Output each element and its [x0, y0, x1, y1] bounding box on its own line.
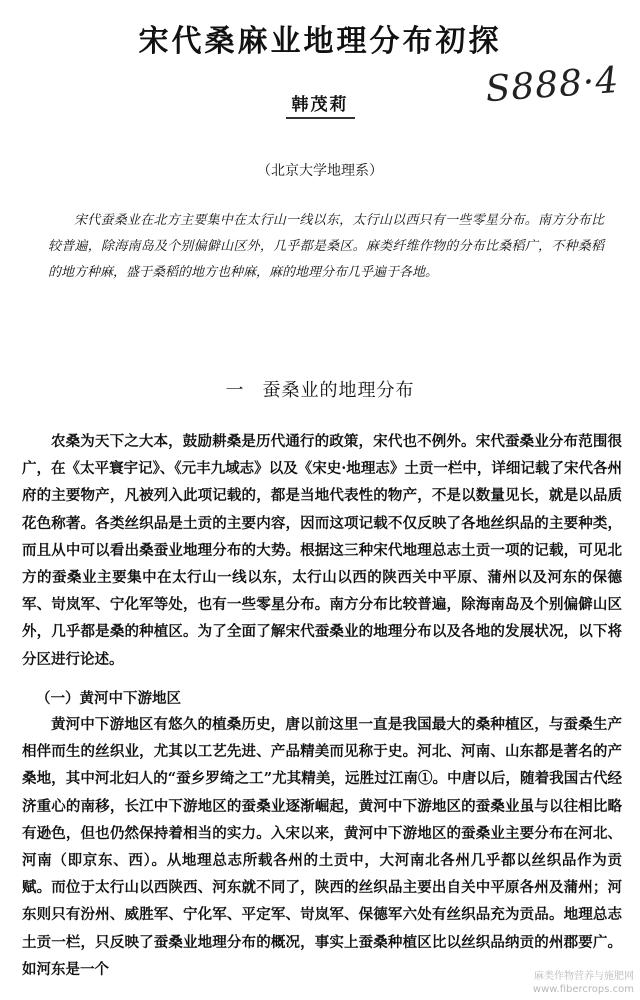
subsection-heading: （一）黄河中下游地区 [36, 690, 181, 707]
section-number: 一 [225, 380, 245, 401]
watermark-line-2: www.fibercrops.com [532, 984, 634, 995]
body-paragraph-2: 黄河中下游地区有悠久的植桑历史，唐以前这里一直是我国最大的桑种植区，与蚕桑生产相伴而生的丝织业，尤其以工艺先进、产品精美而见称于史。河北、河南、山东都是著名的产桑地，其中河北妇人的“蚕乡罗绮之工”尤其精美，远胜过江南①。中唐以后，随着我国古代经济重心的南移，长江中下游地区的蚕桑业逐渐崛起，黄河中下游地区的蚕桑业虽与以往相比略有逊色，但也仍然保持着相当的实力。入宋以来，黄河中下游地区的蚕桑业主要分布在河北、河南（即京东、西）。从地理总志所载各州的土贡中，大河南北各州几乎都以丝织品作为贡赋。而位于太行山以西陕西、河东就不同了，陕西的丝织品主要出自关中平原各州及蒲州；河东则只有汾州、威胜军、宁化军、平定军、岢岚军、保德军六处有丝织品充为贡品。地理总志土贡一栏，只反映了蚕桑业地理分布的概况，事实上蚕桑种植区比以丝织品纳贡的州郡要广。如河东是一个 [22, 716, 622, 978]
paper-title: 宋代桑麻业地理分布初探 [138, 24, 502, 59]
handwritten-call-number: S888·4 [484, 59, 621, 111]
section-title: 蚕桑业的地理分布 [262, 380, 415, 401]
author-affiliation: （北京大学地理系） [257, 163, 383, 179]
section-heading [0, 376, 640, 402]
site-watermark [533, 970, 634, 996]
abstract: 宋代蚕桑业在北方主要集中在太行山一线以东，太行山以西只有一些零星分布。南方分布比较普遍，除海南岛及个别偏僻山区外，几乎都是桑区。麻类纤维作物的分布比桑稻广，不种桑稻的地方种麻，盛于桑稻的地方也种麻，麻的地理分布几乎遍于各地。 [48, 213, 604, 280]
author-name [0, 90, 640, 115]
watermark-line-1: 麻类作物营养与施肥网 [534, 971, 634, 982]
author-name-text: 韩茂莉 [286, 95, 355, 119]
body-paragraph-1: 农桑为天下之大本，鼓励耕桑是历代通行的政策，宋代也不例外。宋代蚕桑业分布范围很广，在《太平寰宇记》、《元丰九域志》以及《宋史·地理志》土贡一栏中，详细记载了宋代各州府的主要物产，凡被列入此项记载的，都是当地代表性的物产，不是以数量见长，就是以品质花色称著。各类丝织品是土贡的主要内容，因而这项记载不仅反映了各地丝织品的主要种类，而且从中可以看出桑蚕业地理分布的大势。根据这三种宋代地理总志土贡一项的记载，可见北方的蚕桑业主要集中在太行山一线以东，太行山以西的陕西关中平原、蒲州以及河东的保德军、岢岚军、宁化军等处，也有一些零星分布。南方分布比较普遍，除海南岛及个别偏僻山区外，几乎都是桑的种植区。为了全面了解宋代蚕桑业的地理分布以及各地的发展状况，以下将分区进行论述。 [22, 433, 622, 668]
